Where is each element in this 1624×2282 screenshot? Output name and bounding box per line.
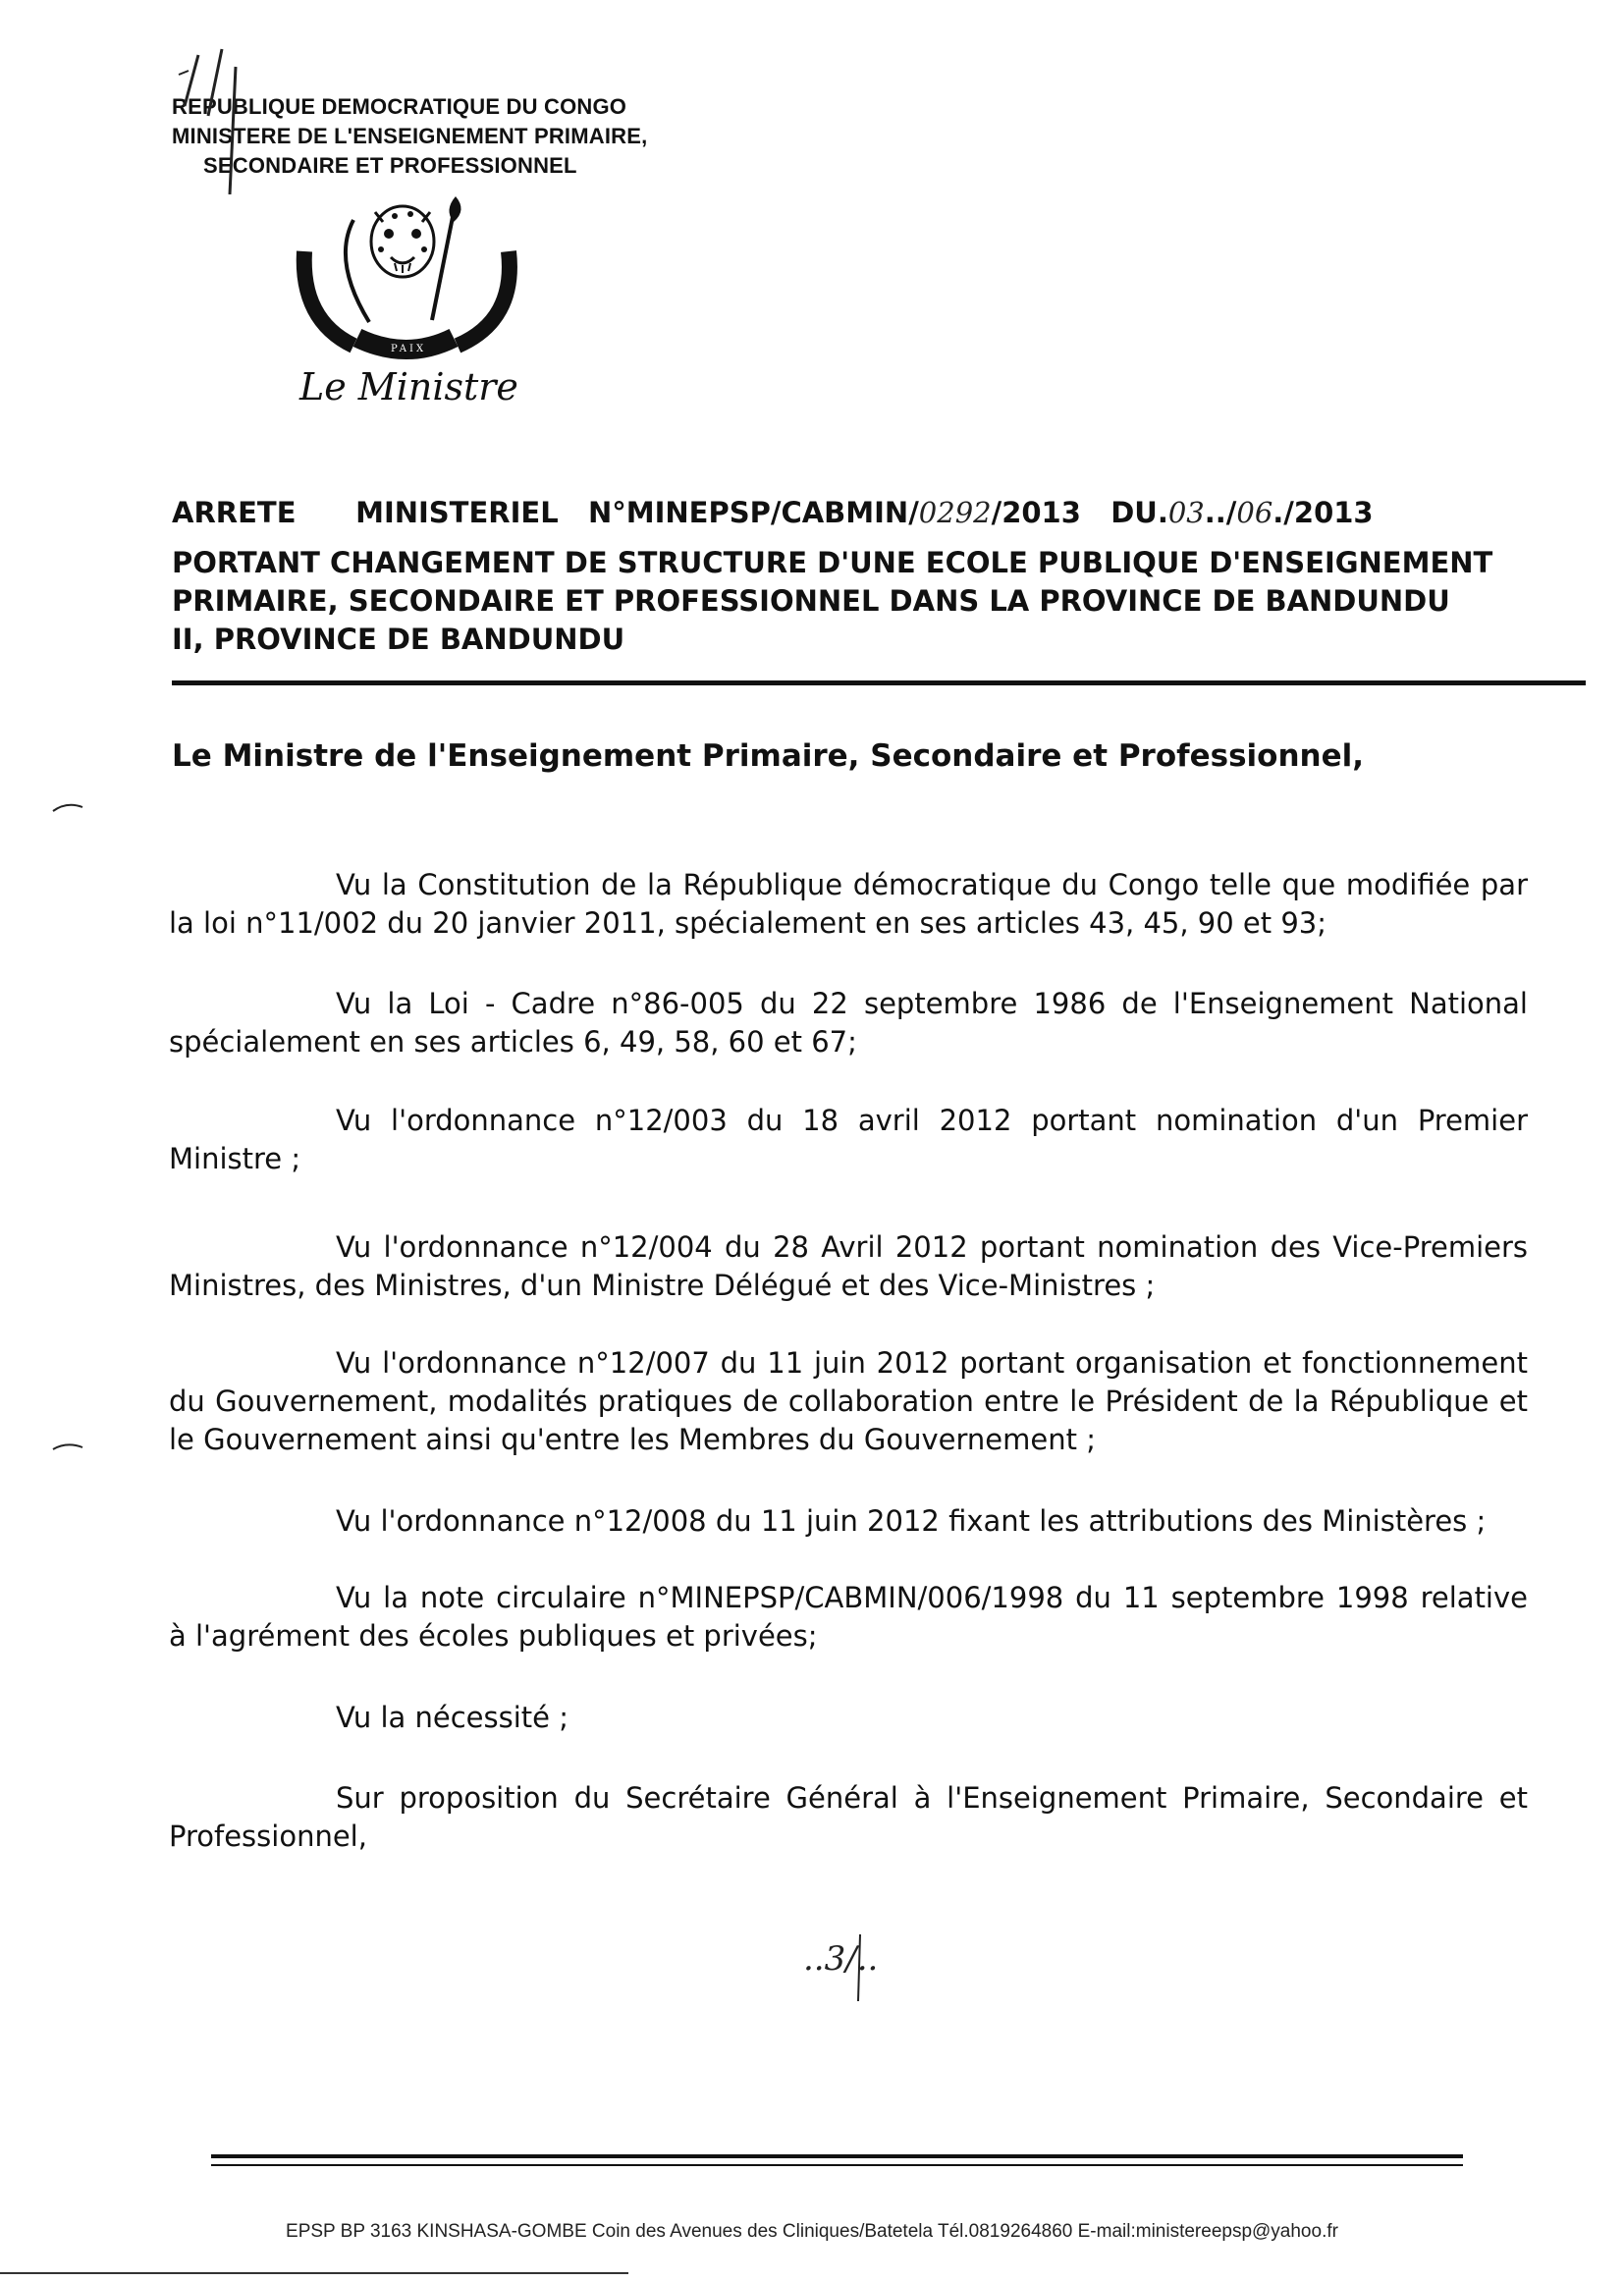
emblem-band-right: TRAVAIL <box>470 264 493 306</box>
minister-line: Le Ministre de l'Enseignement Primaire, Secondaire et Professionnel, <box>172 738 1365 774</box>
considerant-ordonnance-attributions: Vu l'ordonnance n°12/008 du 11 juin 2012 fixant les attributions des Ministères ; <box>336 1504 1487 1538</box>
margin-mark <box>51 1440 84 1451</box>
ref-prefix: ARRETE MINISTERIEL N°MINEPSP/CABMIN/ <box>172 496 919 529</box>
handwritten-initials <box>165 47 273 194</box>
considerant-proposition: Sur proposition du Secrétaire Général à l'Enseignement Primaire, Secondaire et Professionnel, <box>169 1781 1528 1853</box>
margin-mark <box>51 801 84 813</box>
considerant-ordonnance-gouvernement: Vu l'ordonnance n°12/007 du 11 juin 2012 portant organisation et fonctionnement du Gouvernement, modalités pratiques de collaboration entre le Président de la République et le Gouvernement ainsi qu'entre les Membres du Gouvernement ; <box>169 1346 1528 1456</box>
footer-address: EPSP BP 3163 KINSHASA-GOMBE Coin des Avenues des Cliniques/Batetela Tél.0819264860 E-mail:ministereepsp@yahoo.fr <box>286 2221 1338 2242</box>
date-sep: ../ <box>1204 496 1237 529</box>
coat-of-arms-emblem <box>285 192 530 369</box>
considerant-ordonnance-premier-ministre: Vu l'ordonnance n°12/003 du 18 avril 2012 portant nomination d'un Premier Ministre ; <box>169 1104 1528 1175</box>
considerant-ordonnance-ministres: Vu l'ordonnance n°12/004 du 28 Avril 2012 portant nomination des Vice-Premiers Ministres, des Ministres, d'un Ministre Délégué et des Vice-Ministres ; <box>169 1230 1528 1302</box>
signature-title: Le Ministre <box>299 365 518 408</box>
decree-subject-line1: PORTANT CHANGEMENT DE STRUCTURE D'UNE ECOLE PUBLIQUE D'ENSEIGNEMENT <box>172 546 1493 579</box>
considerant-necessite: Vu la nécessité ; <box>336 1701 568 1734</box>
considerant-loi-cadre: Vu la Loi - Cadre n°86-005 du 22 septembre 1986 de l'Enseignement National spécialement en ses articles 6, 49, 58, 60 et 67; <box>169 987 1528 1059</box>
emblem-band-left: JUSTICE <box>323 260 346 301</box>
scan-edge <box>0 2272 628 2274</box>
decree-subject-line3: II, PROVINCE DE BANDUNDU <box>172 623 625 656</box>
ref-suffix: ./2013 <box>1272 496 1374 529</box>
considerant-constitution: Vu la Constitution de la République démocratique du Congo telle que modifiée par la loi n°11/002 du 20 janvier 2011, spécialement en ses articles 43, 45, 90 et 93; <box>169 868 1528 940</box>
page-continuation-mark: ..3/.. <box>803 1939 879 1979</box>
emblem-band-bottom: PAIX <box>391 344 427 354</box>
header-ministry: MINISTERE DE L'ENSEIGNEMENT PRIMAIRE, <box>172 124 648 148</box>
decree-subject-line2: PRIMAIRE, SECONDAIRE ET PROFESSIONNEL DANS LA PROVINCE DE BANDUNDU <box>172 584 1450 618</box>
title-divider <box>172 680 1586 685</box>
decree-reference <box>172 496 1374 529</box>
ref-number-handwritten: 0292 <box>918 496 992 529</box>
footer-rule-thin <box>211 2164 1463 2166</box>
header-country: REPUBLIQUE DEMOCRATIQUE DU CONGO <box>172 94 627 119</box>
header-ministry-cont: SECONDAIRE ET PROFESSIONNEL <box>203 153 577 178</box>
considerant-note-circulaire: Vu la note circulaire n°MINEPSP/CABMIN/006/1998 du 11 septembre 1998 relative à l'agrément des écoles publiques et privées; <box>169 1581 1528 1653</box>
month-handwritten: 06 <box>1236 496 1273 529</box>
handwritten-stroke <box>852 1934 868 2003</box>
ref-middle: /2013 DU. <box>991 496 1168 529</box>
leopard-head-icon <box>371 206 434 277</box>
footer-rule-thick <box>211 2154 1463 2158</box>
day-handwritten: 03 <box>1167 496 1205 529</box>
